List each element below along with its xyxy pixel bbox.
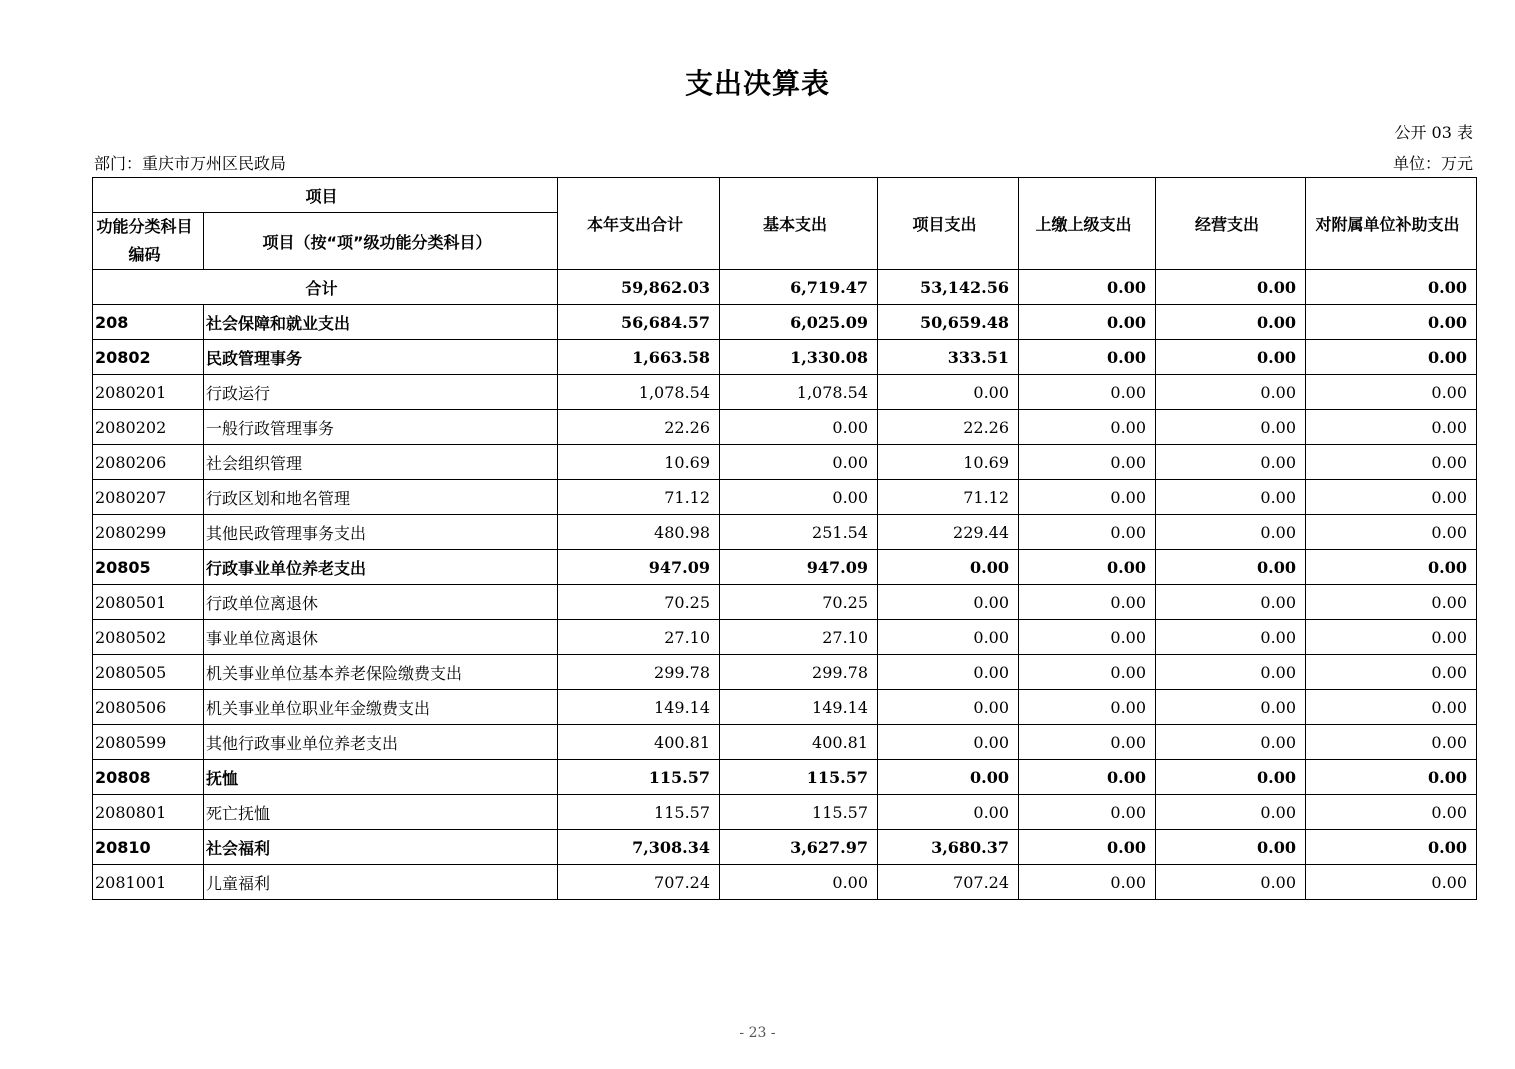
value-cell: 400.81 bbox=[720, 725, 878, 760]
table-row bbox=[93, 340, 1477, 375]
table-row bbox=[93, 305, 1477, 340]
page-number: - 23 - bbox=[739, 1025, 776, 1041]
value-cell: 0.00 bbox=[1156, 690, 1306, 725]
value-cell: 299.78 bbox=[720, 655, 878, 690]
value-cell: 0.00 bbox=[1306, 585, 1477, 620]
value-cell: 0.00 bbox=[1306, 515, 1477, 550]
value-cell: 0.00 bbox=[1019, 585, 1156, 620]
total-cell: 0.00 bbox=[1306, 270, 1477, 305]
value-cell: 0.00 bbox=[878, 375, 1019, 410]
value-cell: 0.00 bbox=[1019, 550, 1156, 585]
name-cell: 死亡抚恤 bbox=[204, 795, 558, 830]
header-project: 项目支出 bbox=[878, 178, 1019, 270]
value-cell: 0.00 bbox=[878, 690, 1019, 725]
department-label: 部门：重庆市万州区民政局 bbox=[94, 154, 287, 173]
total-cell: 0.00 bbox=[1156, 270, 1306, 305]
table-row bbox=[93, 655, 1477, 690]
value-cell: 0.00 bbox=[1306, 760, 1477, 795]
value-cell: 0.00 bbox=[1306, 480, 1477, 515]
page-title: 支出决算表 bbox=[684, 67, 830, 100]
name-cell: 民政管理事务 bbox=[204, 340, 558, 375]
value-cell: 400.81 bbox=[558, 725, 720, 760]
code-cell: 2080502 bbox=[93, 620, 204, 655]
code-cell: 20810 bbox=[93, 830, 204, 865]
name-cell: 抚恤 bbox=[204, 760, 558, 795]
header-subsidy: 对附属单位补助支出 bbox=[1306, 178, 1477, 270]
value-cell: 1,663.58 bbox=[558, 340, 720, 375]
total-cell: 0.00 bbox=[1019, 270, 1156, 305]
code-cell: 2081001 bbox=[93, 865, 204, 900]
name-cell: 行政事业单位养老支出 bbox=[204, 550, 558, 585]
code-cell: 20808 bbox=[93, 760, 204, 795]
value-cell: 70.25 bbox=[558, 585, 720, 620]
value-cell: 115.57 bbox=[720, 795, 878, 830]
value-cell: 0.00 bbox=[1306, 410, 1477, 445]
name-cell: 其他民政管理事务支出 bbox=[204, 515, 558, 550]
value-cell: 0.00 bbox=[1306, 375, 1477, 410]
value-cell: 0.00 bbox=[1156, 550, 1306, 585]
value-cell: 0.00 bbox=[1156, 830, 1306, 865]
header-project-group: 项目 bbox=[93, 178, 558, 213]
header-name: 项目（按“项”级功能分类科目） bbox=[204, 213, 558, 270]
value-cell: 0.00 bbox=[878, 795, 1019, 830]
name-cell: 行政运行 bbox=[204, 375, 558, 410]
value-cell: 299.78 bbox=[558, 655, 720, 690]
value-cell: 229.44 bbox=[878, 515, 1019, 550]
value-cell: 6,025.09 bbox=[720, 305, 878, 340]
code-cell: 2080206 bbox=[93, 445, 204, 480]
code-cell: 2080599 bbox=[93, 725, 204, 760]
value-cell: 0.00 bbox=[878, 550, 1019, 585]
value-cell: 0.00 bbox=[1019, 760, 1156, 795]
value-cell: 7,308.34 bbox=[558, 830, 720, 865]
value-cell: 0.00 bbox=[1306, 550, 1477, 585]
value-cell: 0.00 bbox=[1019, 340, 1156, 375]
value-cell: 22.26 bbox=[558, 410, 720, 445]
total-label: 合计 bbox=[93, 270, 558, 305]
name-cell: 行政单位离退休 bbox=[204, 585, 558, 620]
value-cell: 0.00 bbox=[1019, 725, 1156, 760]
table-row bbox=[93, 480, 1477, 515]
value-cell: 0.00 bbox=[1306, 725, 1477, 760]
value-cell: 0.00 bbox=[720, 480, 878, 515]
value-cell: 56,684.57 bbox=[558, 305, 720, 340]
name-cell: 一般行政管理事务 bbox=[204, 410, 558, 445]
value-cell: 71.12 bbox=[558, 480, 720, 515]
value-cell: 0.00 bbox=[1156, 585, 1306, 620]
value-cell: 149.14 bbox=[558, 690, 720, 725]
total-cell: 59,862.03 bbox=[558, 270, 720, 305]
value-cell: 947.09 bbox=[558, 550, 720, 585]
value-cell: 115.57 bbox=[558, 760, 720, 795]
table-row bbox=[93, 620, 1477, 655]
value-cell: 0.00 bbox=[1156, 865, 1306, 900]
table-row bbox=[93, 550, 1477, 585]
name-cell: 机关事业单位职业年金缴费支出 bbox=[204, 690, 558, 725]
value-cell: 0.00 bbox=[1156, 655, 1306, 690]
value-cell: 0.00 bbox=[1156, 620, 1306, 655]
total-cell: 53,142.56 bbox=[878, 270, 1019, 305]
code-cell: 20805 bbox=[93, 550, 204, 585]
value-cell: 0.00 bbox=[1019, 445, 1156, 480]
value-cell: 0.00 bbox=[1156, 760, 1306, 795]
value-cell: 0.00 bbox=[720, 865, 878, 900]
name-cell: 其他行政事业单位养老支出 bbox=[204, 725, 558, 760]
value-cell: 0.00 bbox=[1019, 305, 1156, 340]
code-cell: 2080299 bbox=[93, 515, 204, 550]
value-cell: 0.00 bbox=[878, 760, 1019, 795]
value-cell: 0.00 bbox=[1156, 375, 1306, 410]
value-cell: 70.25 bbox=[720, 585, 878, 620]
value-cell: 3,627.97 bbox=[720, 830, 878, 865]
value-cell: 27.10 bbox=[720, 620, 878, 655]
value-cell: 480.98 bbox=[558, 515, 720, 550]
name-cell: 事业单位离退休 bbox=[204, 620, 558, 655]
value-cell: 0.00 bbox=[878, 585, 1019, 620]
value-cell: 0.00 bbox=[1306, 340, 1477, 375]
value-cell: 251.54 bbox=[720, 515, 878, 550]
value-cell: 1,078.54 bbox=[720, 375, 878, 410]
value-cell: 0.00 bbox=[878, 655, 1019, 690]
table-row bbox=[93, 865, 1477, 900]
code-cell: 2080506 bbox=[93, 690, 204, 725]
value-cell: 0.00 bbox=[1156, 410, 1306, 445]
header-upper: 上缴上级支出 bbox=[1019, 178, 1156, 270]
table-row bbox=[93, 725, 1477, 760]
value-cell: 0.00 bbox=[1019, 410, 1156, 445]
value-cell: 1,330.08 bbox=[720, 340, 878, 375]
table-row bbox=[93, 445, 1477, 480]
header-business: 经营支出 bbox=[1156, 178, 1306, 270]
value-cell: 0.00 bbox=[1306, 445, 1477, 480]
value-cell: 0.00 bbox=[878, 725, 1019, 760]
value-cell: 0.00 bbox=[1306, 865, 1477, 900]
code-cell: 208 bbox=[93, 305, 204, 340]
table-row bbox=[93, 375, 1477, 410]
code-cell: 20802 bbox=[93, 340, 204, 375]
value-cell: 707.24 bbox=[878, 865, 1019, 900]
total-cell: 6,719.47 bbox=[720, 270, 878, 305]
table-row bbox=[93, 515, 1477, 550]
name-cell: 机关事业单位基本养老保险缴费支出 bbox=[204, 655, 558, 690]
name-cell: 儿童福利 bbox=[204, 865, 558, 900]
value-cell: 115.57 bbox=[720, 760, 878, 795]
code-cell: 2080202 bbox=[93, 410, 204, 445]
value-cell: 50,659.48 bbox=[878, 305, 1019, 340]
value-cell: 0.00 bbox=[1156, 305, 1306, 340]
value-cell: 1,078.54 bbox=[558, 375, 720, 410]
code-cell: 2080201 bbox=[93, 375, 204, 410]
value-cell: 707.24 bbox=[558, 865, 720, 900]
code-cell: 2080501 bbox=[93, 585, 204, 620]
value-cell: 0.00 bbox=[1156, 515, 1306, 550]
value-cell: 0.00 bbox=[1156, 445, 1306, 480]
value-cell: 10.69 bbox=[558, 445, 720, 480]
value-cell: 115.57 bbox=[558, 795, 720, 830]
value-cell: 3,680.37 bbox=[878, 830, 1019, 865]
value-cell: 0.00 bbox=[1019, 795, 1156, 830]
value-cell: 0.00 bbox=[1019, 375, 1156, 410]
value-cell: 0.00 bbox=[1019, 690, 1156, 725]
table-row bbox=[93, 795, 1477, 830]
value-cell: 27.10 bbox=[558, 620, 720, 655]
value-cell: 0.00 bbox=[1156, 795, 1306, 830]
value-cell: 333.51 bbox=[878, 340, 1019, 375]
header-row-top bbox=[93, 178, 1477, 213]
value-cell: 0.00 bbox=[720, 445, 878, 480]
code-cell: 2080801 bbox=[93, 795, 204, 830]
value-cell: 0.00 bbox=[1156, 340, 1306, 375]
value-cell: 0.00 bbox=[1019, 655, 1156, 690]
name-cell: 社会组织管理 bbox=[204, 445, 558, 480]
header-total: 本年支出合计 bbox=[558, 178, 720, 270]
header-basic: 基本支出 bbox=[720, 178, 878, 270]
value-cell: 0.00 bbox=[1306, 305, 1477, 340]
code-cell: 2080207 bbox=[93, 480, 204, 515]
value-cell: 0.00 bbox=[1019, 620, 1156, 655]
value-cell: 22.26 bbox=[878, 410, 1019, 445]
value-cell: 71.12 bbox=[878, 480, 1019, 515]
value-cell: 0.00 bbox=[1019, 515, 1156, 550]
value-cell: 10.69 bbox=[878, 445, 1019, 480]
value-cell: 0.00 bbox=[878, 620, 1019, 655]
code-cell: 2080505 bbox=[93, 655, 204, 690]
form-code: 公开 03 表 bbox=[1394, 123, 1473, 142]
value-cell: 0.00 bbox=[1156, 480, 1306, 515]
value-cell: 0.00 bbox=[1306, 795, 1477, 830]
table-row bbox=[93, 830, 1477, 865]
value-cell: 0.00 bbox=[1306, 690, 1477, 725]
value-cell: 0.00 bbox=[1019, 480, 1156, 515]
total-row bbox=[93, 270, 1477, 305]
name-cell: 行政区划和地名管理 bbox=[204, 480, 558, 515]
unit-label: 单位：万元 bbox=[1392, 154, 1473, 173]
value-cell: 0.00 bbox=[1019, 865, 1156, 900]
value-cell: 149.14 bbox=[720, 690, 878, 725]
value-cell: 0.00 bbox=[1156, 725, 1306, 760]
value-cell: 947.09 bbox=[720, 550, 878, 585]
value-cell: 0.00 bbox=[1306, 655, 1477, 690]
value-cell: 0.00 bbox=[720, 410, 878, 445]
value-cell: 0.00 bbox=[1306, 620, 1477, 655]
table-row bbox=[93, 690, 1477, 725]
expenditure-table bbox=[92, 177, 1477, 900]
table-row bbox=[93, 585, 1477, 620]
name-cell: 社会福利 bbox=[204, 830, 558, 865]
header-code: 功能分类科目编码 bbox=[93, 213, 204, 270]
value-cell: 0.00 bbox=[1306, 830, 1477, 865]
table-row bbox=[93, 410, 1477, 445]
value-cell: 0.00 bbox=[1019, 830, 1156, 865]
name-cell: 社会保障和就业支出 bbox=[204, 305, 558, 340]
table-row bbox=[93, 760, 1477, 795]
